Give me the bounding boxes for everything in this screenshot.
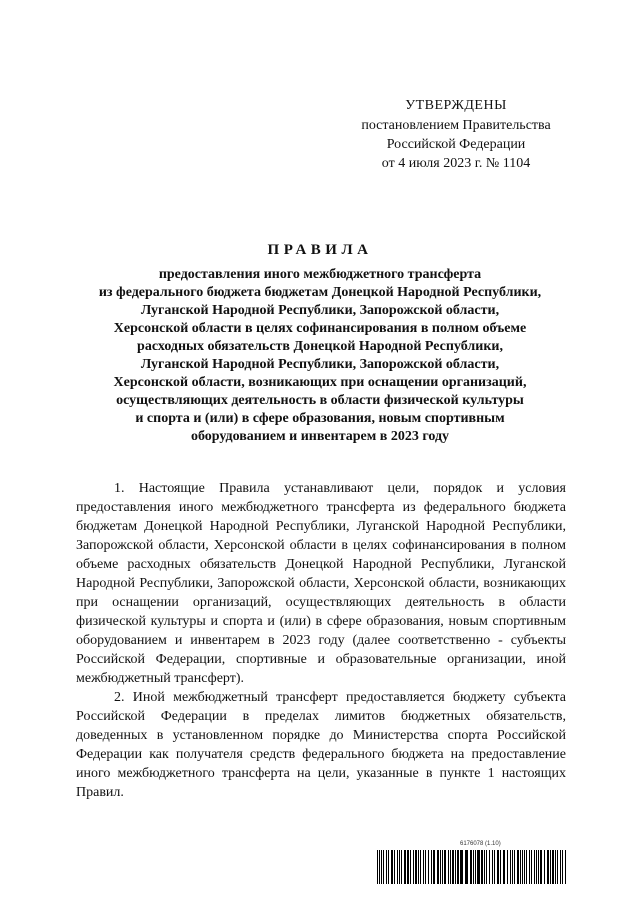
subtitle-line: из федерального бюджета бюджетам Донецкой Народной Республики, [98, 285, 542, 300]
subtitle-line: и спорта и (или) в сфере образования, новым спортивным [135, 411, 505, 426]
approval-line-3: от 4 июля 2023 г. № 1104 [381, 156, 531, 171]
barcode-icon [377, 850, 569, 884]
document-title: ПРАВИЛА [267, 242, 373, 258]
subtitle-line: Херсонской области, возникающих при оснащении организаций, [113, 375, 527, 390]
subtitle-line: Луганской Народной Республики, Запорожской области, [140, 357, 500, 372]
subtitle-line: Херсонской области в целях софинансирования в полном объеме [113, 321, 527, 336]
paragraph-1: 1. Настоящие Правила устанавливают цели, порядок и условия предоставления иного межбюджетного трансферта из федерального бюджета бюджетам Донецкой Народной Республики, Луганской Народной Республики, Запорожской области, Херсонской области в целях софинансирования в полном объеме расходных обязательств Донецкой Народной Республики, Луганской Народной Республики, Запорожской области, Херсонской области, возникающих при оснащении организаций, осуществляющих деятельность в области физической культуры и спорта и (или) в сфере образования, новым спортивным оборудованием и инвентарем в 2023 году (далее соответственно - субъекты Российской Федерации, спортивные и образовательные организации, иной межбюджетный трансферт). [76, 481, 566, 686]
approval-line-1: постановлением Правительства [361, 118, 551, 133]
barcode-number: 6176078 (1.10) [460, 841, 501, 847]
subtitle-line: расходных обязательств Донецкой Народной Республики, [137, 339, 503, 354]
subtitle-line: оборудованием и инвентарем в 2023 году [190, 429, 450, 444]
document-body [76, 479, 566, 802]
approval-block [336, 96, 576, 173]
paragraph-2: 2. Иной межбюджетный трансферт предоставляется бюджету субъекта Российской Федерации в пределах лимитов бюджетных обязательств, доведенных в установленном порядке до Министерства спорта Российской Федерации как получателя средств федерального бюджета на предоставление иного межбюджетного трансферта на цели, указанные в пункте 1 настоящих Правил. [76, 690, 566, 800]
approval-title: УТВЕРЖДЕНЫ [405, 98, 507, 113]
document-subtitle [60, 266, 580, 446]
approval-line-2: Российской Федерации [386, 137, 526, 152]
subtitle-line: осуществляющих деятельность в области физической культуры [116, 393, 524, 408]
subtitle-line: предоставления иного межбюджетного трансферта [158, 267, 482, 282]
subtitle-line: Луганской Народной Республики, Запорожской области, [140, 303, 500, 318]
